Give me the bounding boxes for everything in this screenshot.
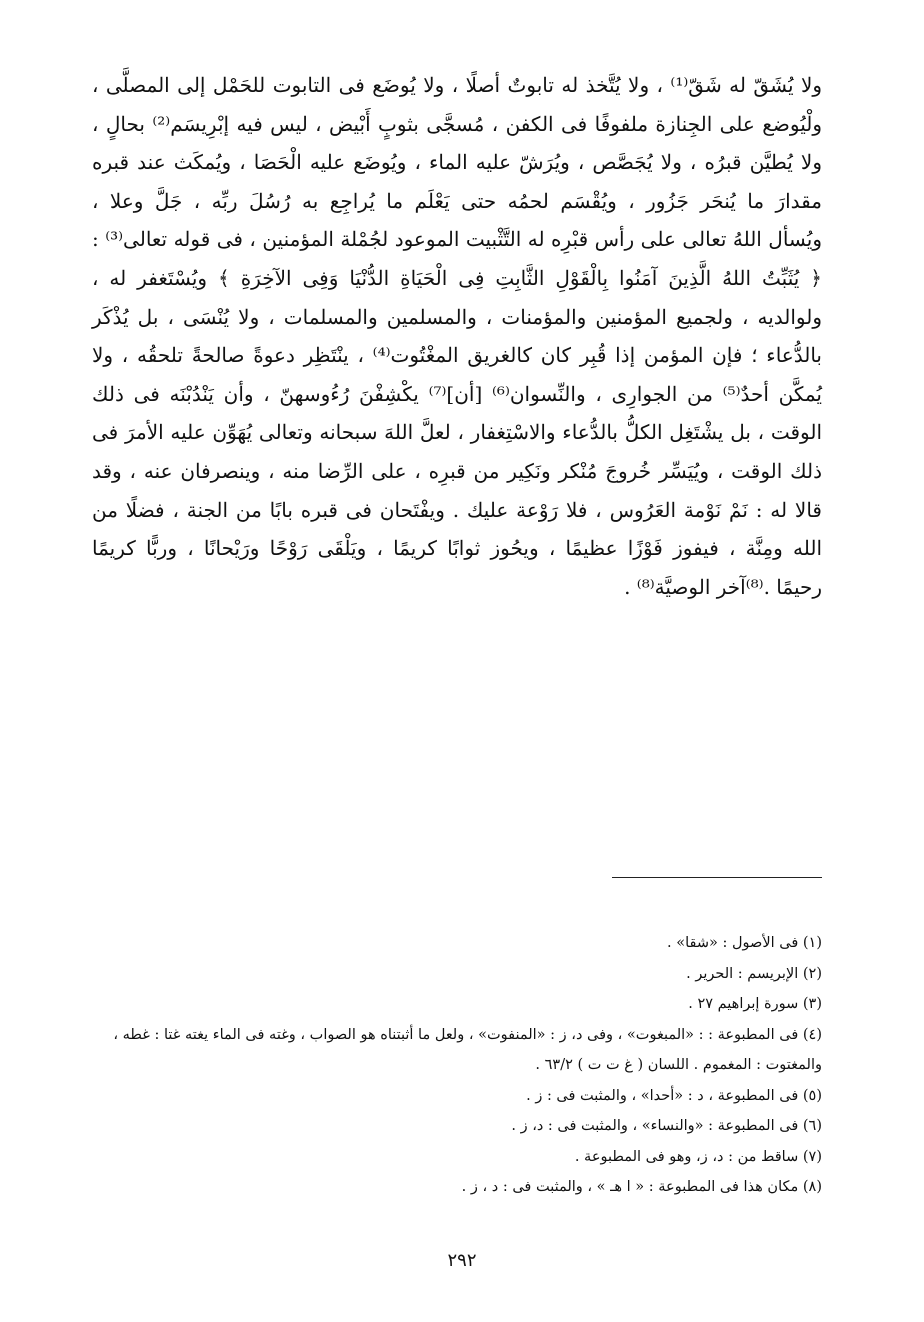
text-line: الله ومِنَّة ، فيفوز فَوْزًا عظيمًا ، ويحُوز ثوابًا كريمًا ، ويَلْقَى رَوْحًا ورَيْحانًا ، وربًّا كريمًا (92, 536, 822, 561)
footnote-7: (٧) ساقط من : د، ز، وهو فى المطبوعة . (574, 1148, 822, 1165)
text-line: ولْيُوضع على الجِنازة ملفوفًا فى الكفن ، مُسجَّى بثوبٍ أَبْيض ، ليس فيه إبْرِيسَم⁽²⁾ بحالٍ ، (92, 111, 822, 136)
footnote-4: (٤) فى المطبوعة : : «المبغوت» ، وفى د، ز : «المنفوت» ، ولعل ما أثبتناه هو الصواب ، وغته فى الماء يغته غتا : غطه ، (113, 1026, 822, 1043)
footnote-separator (612, 877, 822, 878)
text-line: مقدارَ ما يُنحَر جَزُور ، ويُقْسَم لحمُه حتى يَعْلَم ما يُراجِع به رُسُلَ ربِّه ، جَلَّ وعلا ، (92, 188, 822, 213)
footnote-8: (٨) مكان هذا فى المطبوعة : « ا هـ » ، والمثبت فى : د ، ز . (461, 1179, 822, 1195)
text-line: قالا له : نَمْ نَوْمة العَرُوس ، فلا رَوْعة عليك . ويفْتَحان فى قبره بابًا من الجنة ، فضلًا من (92, 497, 822, 522)
text-line: ولا يُشَقّ له شَقّ⁽¹⁾ ، ولا يُتَّخذ له تابوتٌ أصلًا ، ولا يُوضَع فى التابوت للحَمْل إلى المصلَّى ، (92, 73, 823, 97)
footnote-3: (٣) سورة إبراهيم ٢٧ . (688, 996, 822, 1012)
text-line: يُمكَّن أحدٌ⁽⁵⁾ من الجوارِى ، والنِّسوان⁽⁶⁾ [أن]⁽⁷⁾ يكْشِفْنَ رُءُوسهنّ ، وأن يَنْدُبْنَه فى ذلك (92, 381, 823, 406)
footnote-6: (٦) فى المطبوعة : «والنساء» ، والمثبت فى : د، ز . (511, 1118, 822, 1134)
quran-verse-line: ﴿ يُثَبِّتُ اللهُ الَّذِينَ آمَنُوا بِالْقَوْلِ الثَّابِتِ فِى الْحَيَاةِ الدُّنْيَا وَفِى الآخِرَةِ ﴾ ويُسْتَغفر له ، (92, 265, 822, 290)
footnote-1: (١) فى الأصول : «شقا» . (667, 935, 822, 951)
footnotes (92, 928, 822, 1203)
text-line: ذلك الوقت ، ويُيَسِّر خُروجَ مُنْكر ونَكِير من قبرِه ، على الرِّضا منه ، وينصرفان عنه ، وقد (92, 458, 822, 483)
text-line: ولا يُطيَّن قبرُه ، ولا يُجَصَّص ، ويُرَشّ عليه الماء ، ويُوضَع عليه الْحَصَا ، ويُمكَث عند قبره (92, 150, 822, 175)
text-line-last: رحيمًا .⁽⁸⁾آخر الوصيَّة⁽⁸⁾ . (624, 574, 822, 599)
footnote-2: (٢) الإبريسم : الحرير . (686, 965, 822, 982)
text-line: بالدُّعاء ؛ فإن المؤمن إذا قُبِر كان كالغريق المغْتُوت⁽⁴⁾ ، ينْتَظِر دعوةً صالحةً تلحقُه ، ولا (92, 343, 822, 368)
footnote-4-continued: والمغتوت : المغموم . اللسان ( غ ت ت ) ٦٣/٢ . (535, 1057, 822, 1073)
main-text-body (92, 66, 822, 606)
text-line: ويُسأل اللهُ تعالى على رأس قبْرِه له التَّثْبيت الموعود لجُمْلة المؤمنين ، فى قوله تعالى⁽³⁾ : (92, 227, 822, 252)
page-number: ٢٩٢ (447, 1250, 477, 1271)
text-line: ولوالديه ، ولجميع المؤمنين والمؤمنات ، والمسلمين والمسلمات ، ولا يُنْسَى ، بل يُذْكَر (92, 304, 822, 329)
footnote-5: (٥) فى المطبوعة ، د : «أحدا» ، والمثبت فى : ز . (526, 1087, 822, 1104)
text-line: الوقت ، بل يشْتَغِل الكلُّ بالدُّعاء والاسْتِغفار ، لعلَّ اللهَ سبحانه وتعالى يُهَوِّن عليه الأمرَ فى (92, 420, 822, 445)
